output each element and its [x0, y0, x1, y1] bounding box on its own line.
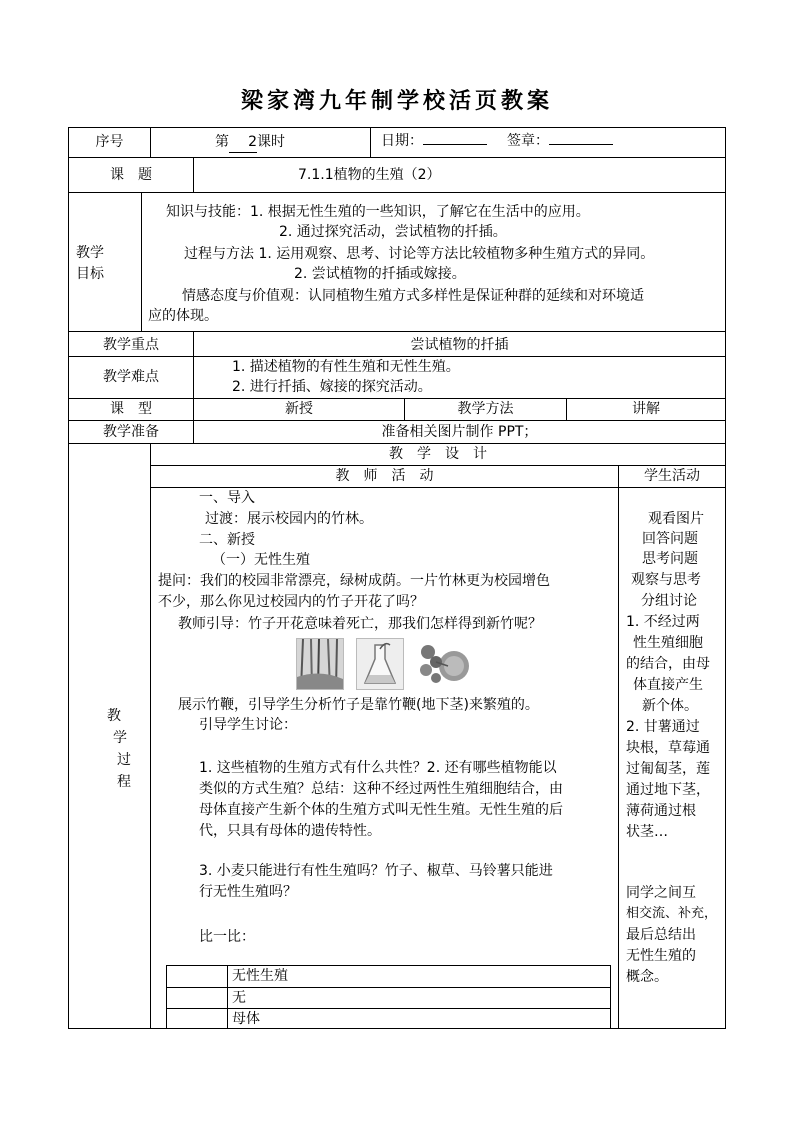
compare-rule	[166, 965, 167, 1029]
lesson-number	[215, 132, 285, 153]
student-line: 观察与思考	[631, 572, 701, 588]
teacher-line: （一）无性生殖	[212, 552, 310, 568]
sign-label: 签章：	[507, 133, 549, 149]
student-line: 回答问题	[642, 531, 698, 547]
prep-label: 教学准备	[103, 424, 159, 440]
student-header: 学生活动	[644, 468, 700, 484]
key-point-label: 教学重点	[103, 337, 159, 353]
type-value: 新授	[285, 401, 313, 417]
lesson-suffix: 课时	[257, 134, 285, 150]
type-label: 课 型	[110, 401, 152, 417]
student-line: 1. 不经过两	[626, 614, 700, 630]
seq-label: 序号	[95, 134, 124, 150]
sign-blank[interactable]	[549, 128, 613, 145]
lesson-prefix: 第	[215, 134, 229, 150]
student-line: 2. 甘薯通过	[626, 719, 700, 735]
col-rule	[618, 465, 619, 1029]
objectives-label-1: 教学	[76, 245, 104, 261]
process-label-char: 学	[113, 730, 127, 746]
process-label-char: 程	[117, 774, 131, 790]
student-line: 概念。	[626, 969, 668, 985]
student-line: 性生殖细胞	[633, 635, 703, 651]
lesson-number-value: 2	[229, 132, 257, 153]
teacher-line: 教师引导：竹子开花意味着死亡，那我们怎样得到新竹呢？	[178, 616, 542, 632]
teacher-line: 引导学生讨论：	[199, 717, 297, 733]
plant-specimen-photo-icon	[414, 638, 474, 688]
objectives-label-2: 目标	[76, 266, 104, 282]
teacher-line: 一、导入	[199, 490, 255, 506]
rule	[68, 192, 726, 193]
sign-field	[507, 128, 613, 151]
teacher-line: 代，只具有母体的遗传特性。	[199, 823, 381, 839]
compare-rule	[227, 965, 228, 1029]
compare-cell: 无性生殖	[232, 968, 288, 984]
objective-line: 2. 通过探究活动，尝试植物的扦插。	[279, 224, 507, 240]
rule	[68, 157, 726, 158]
teacher-line: 不少，那么你见过校园内的竹子开花了吗？	[158, 594, 424, 610]
objective-line: 过程与方法 1. 运用观察、思考、讨论等方法比较植物多种生殖方式的异同。	[184, 246, 655, 262]
method-label: 教学方法	[457, 401, 514, 417]
student-line: 分组讨论	[641, 593, 697, 609]
prep-value: 准备相关图片制作 PPT；	[381, 424, 538, 440]
student-line: 相交流、补充，	[626, 906, 718, 921]
student-line: 体直接产生	[633, 677, 703, 693]
date-label: 日期：	[381, 133, 423, 149]
teacher-line: 母体直接产生新个体的生殖方式叫无性生殖。无性生殖的后	[199, 802, 563, 818]
col-rule	[370, 127, 371, 158]
date-blank[interactable]	[423, 128, 487, 145]
teacher-line: 1. 这些植物的生殖方式有什么共性？2. 还有哪些植物能以	[199, 760, 557, 776]
process-label-char: 教	[107, 708, 121, 724]
school-title: 梁家湾九年制学校活页教案	[240, 88, 553, 114]
student-line: 最后总结出	[626, 927, 696, 943]
objective-line: 应的体现。	[148, 308, 218, 324]
student-line: 思考问题	[642, 551, 698, 567]
student-line: 观看图片	[648, 511, 704, 527]
difficulty-item: 2. 进行扦插、嫁接的探究活动。	[232, 379, 432, 395]
teacher-line: 提问：我们的校园非常漂亮，绿树成荫。一片竹林更为校园增色	[158, 573, 550, 589]
compare-rule	[610, 965, 611, 1029]
date-field	[381, 128, 487, 151]
rule	[68, 420, 726, 421]
student-line: 薄荷通过根	[626, 803, 696, 819]
bamboo-photo-icon	[296, 638, 344, 690]
teacher-line: 过渡：展示校园内的竹林。	[205, 511, 373, 527]
frame-right	[725, 127, 726, 1029]
student-line: 新个体。	[642, 698, 698, 714]
objective-line: 情感态度与价值观：认同植物生殖方式多样性是保证种群的延续和对环境适	[182, 288, 644, 304]
compare-cell: 无	[232, 990, 246, 1006]
col-rule	[150, 127, 151, 158]
student-line: 块根，草莓通	[626, 740, 710, 756]
col-rule	[193, 157, 194, 193]
objective-line: 2. 尝试植物的扦插或嫁接。	[294, 266, 466, 282]
process-label-char: 过	[117, 752, 131, 768]
teacher-line: 展示竹鞭，引导学生分析竹子是靠竹鞭(地下茎)来繁殖的。	[178, 697, 539, 713]
teacher-line: 行无性生殖吗？	[199, 884, 297, 900]
student-line: 过匍匐茎，莲	[626, 761, 710, 777]
student-line: 的结合，由母	[626, 656, 710, 672]
topic-value: 7.1.1植物的生殖（2）	[298, 167, 441, 183]
key-point-value: 尝试植物的扦插	[410, 337, 509, 353]
student-line: 通过地下茎，	[626, 782, 710, 798]
design-header: 教 学 设 计	[389, 446, 487, 462]
student-line: 无性生殖的	[626, 948, 696, 964]
topic-label: 课 题	[110, 167, 152, 183]
teacher-line: 二、新授	[199, 532, 255, 548]
flask-photo-icon	[356, 638, 404, 690]
method-value: 讲解	[632, 401, 660, 417]
objective-line: 知识与技能：1. 根据无性生殖的一些知识，了解它在生活中的应用。	[166, 204, 590, 220]
teacher-header: 教 师 活 动	[335, 468, 434, 484]
teacher-line: 类似的方式生殖？总结：这种不经过两性生殖细胞结合，由	[199, 781, 563, 797]
student-line: 同学之间互	[626, 885, 696, 901]
col-rule	[150, 443, 151, 1029]
difficulty-label: 教学难点	[103, 369, 159, 385]
compare-cell: 母体	[232, 1011, 260, 1027]
frame-left	[68, 127, 69, 1029]
difficulty-item: 1. 描述植物的有性生殖和无性生殖。	[232, 359, 460, 375]
teacher-line: 3. 小麦只能进行有性生殖吗？竹子、椒草、马铃薯只能进	[199, 863, 553, 879]
col-rule	[141, 192, 142, 332]
student-line: 状茎…	[626, 824, 668, 840]
rule	[68, 331, 726, 332]
teacher-line: 比一比：	[199, 929, 255, 945]
